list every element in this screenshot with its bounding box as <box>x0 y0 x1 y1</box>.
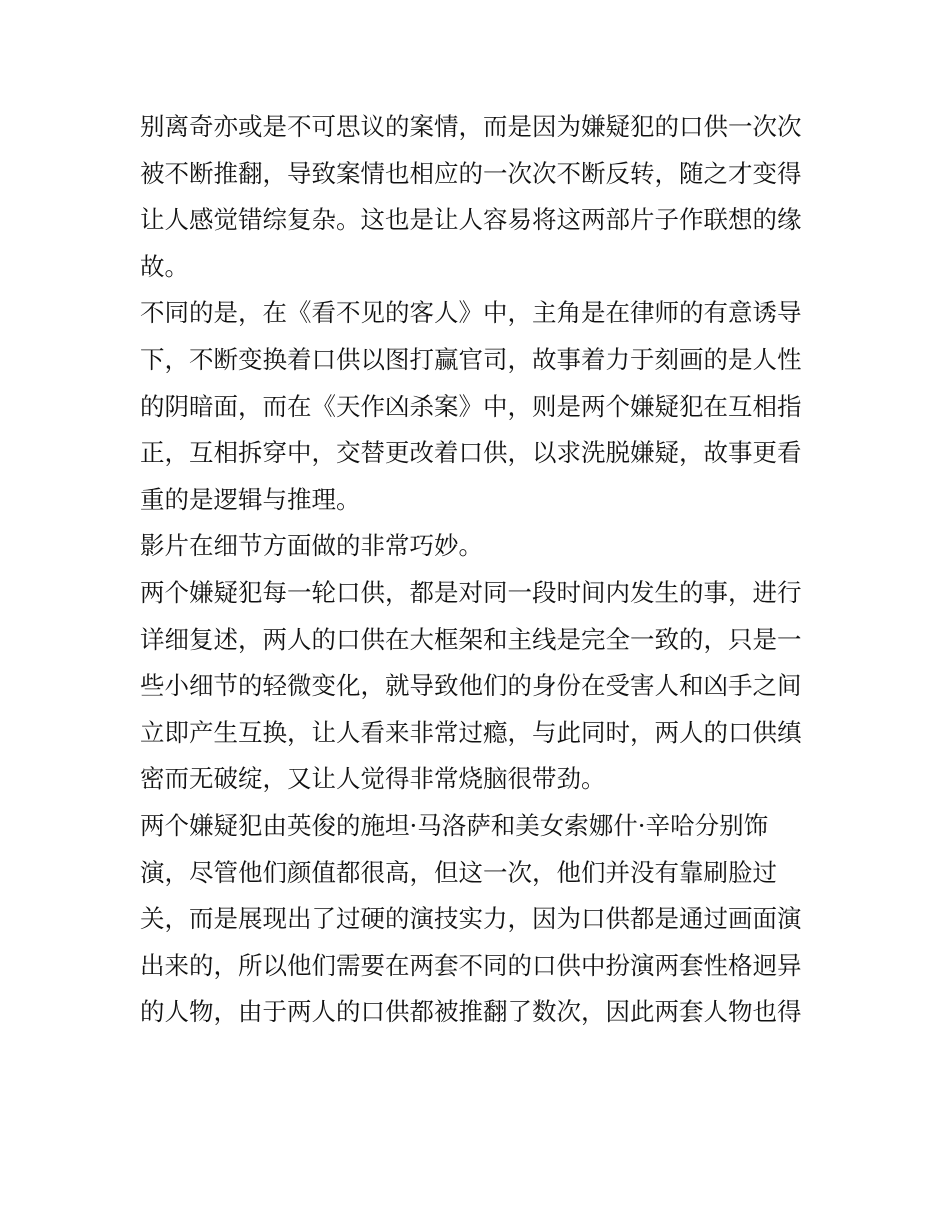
text-line: 些小细节的轻微变化，就导致他们的身份在受害人和凶手之间 <box>140 671 802 701</box>
text-line: 出来的，所以他们需要在两套不同的口供中扮演两套性格迥异 <box>140 950 802 980</box>
text-line: 不同的是，在《看不见的客人》中，主角是在律师的有意诱导 <box>140 298 802 328</box>
text-line: 立即产生互换，让人看来非常过瘾，与此同时，两人的口供缜 <box>140 717 802 747</box>
text-line: 的阴暗面，而在《天作凶杀案》中，则是两个嫌疑犯在互相指 <box>140 391 802 421</box>
text-line: 的人物，由于两人的口供都被推翻了数次，因此两套人物也得 <box>140 997 802 1027</box>
text-line: 两个嫌疑犯每一轮口供，都是对同一段时间内发生的事，进行 <box>140 577 802 607</box>
text-line: 被不断推翻，导致案情也相应的一次次不断反转，随之才变得 <box>140 158 802 188</box>
text-line: 让人感觉错综复杂。这也是让人容易将这两部片子作联想的缘 <box>140 205 802 235</box>
text-line: 详细复述，两人的口供在大框架和主线是完全一致的，只是一 <box>140 624 802 654</box>
text-line: 下，不断变换着口供以图打赢官司，故事着力于刻画的是人性 <box>140 344 802 374</box>
text-line: 正，互相拆穿中，交替更改着口供，以求洗脱嫌疑，故事更看 <box>140 438 802 468</box>
text-line: 演，尽管他们颜值都很高，但这一次，他们并没有靠刷脸过 <box>140 857 777 887</box>
text-line: 密而无破绽，又让人觉得非常烧脑很带劲。 <box>140 764 606 794</box>
text-line: 故。 <box>140 251 189 281</box>
text-line: 重的是逻辑与推理。 <box>140 484 361 514</box>
article-body <box>140 104 820 1036</box>
text-line: 关，而是展现出了过硬的演技实力，因为口供都是通过画面演 <box>140 904 802 934</box>
text-line: 两个嫌疑犯由英俊的施坦·马洛萨和美女索娜什·辛哈分别饰 <box>140 810 769 840</box>
text-line: 别离奇亦或是不可思议的案情，而是因为嫌疑犯的口供一次次 <box>140 112 802 141</box>
text-line: 影片在细节方面做的非常巧妙。 <box>140 531 483 561</box>
